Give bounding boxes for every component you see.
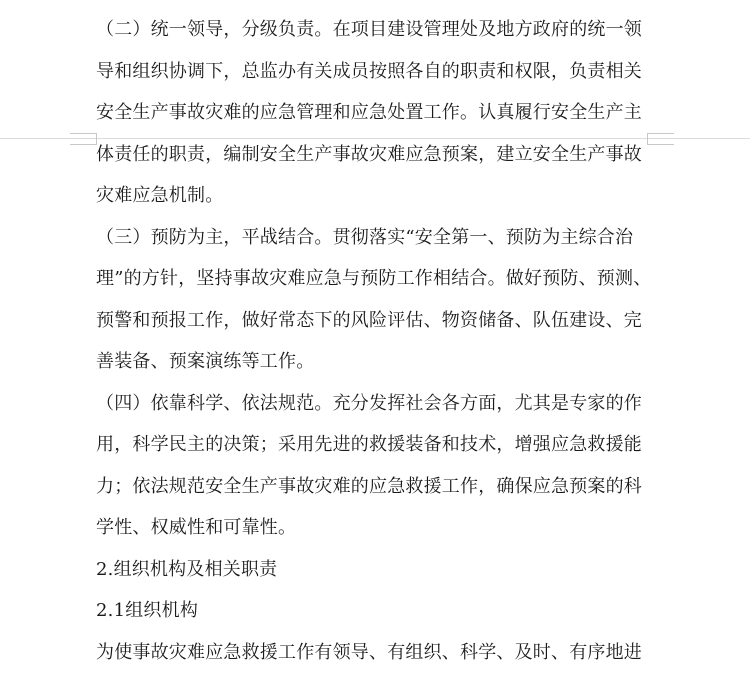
left-margin-marker	[70, 133, 97, 145]
paragraph-4-line-1: （四）依靠科学、依法规范。充分发挥社会各方面，尤其是专家的作	[96, 392, 642, 414]
paragraph-4-line-3: 力；依法规范安全生产事故灾难的应急救援工作，确保应急预案的科	[96, 475, 642, 497]
paragraph-3-line-2: 理”的方针，坚持事故灾难应急与预防工作相结合。做好预防、预测、	[96, 268, 652, 289]
paragraph-3-line-4: 善装备、预案演练等工作。	[96, 351, 315, 372]
heading-organization: 2.组织机构及相关职责	[96, 558, 278, 580]
document-body	[96, 12, 656, 676]
paragraph-2-line-1: （二）统一领导，分级负责。在项目建设管理处及地方政府的统一领	[96, 19, 642, 40]
paragraph-3-line-1: （三）预防为主，平战结合。贯彻落实“安全第一、预防为主综合治	[96, 226, 634, 248]
paragraph-2-line-3: 安全生产事故灾难的应急管理和应急处置工作。认真履行安全生产主	[96, 102, 642, 123]
paragraph-3-line-3: 预警和预报工作，做好常态下的风险评估、物资储备、队伍建设、完	[96, 309, 642, 331]
paragraph-2-line-4: 体责任的职责，编制安全生产事故灾难应急预案，建立安全生产事故	[96, 143, 642, 165]
paragraph-2-line-2: 导和组织协调下，总监办有关成员按照各自的职责和权限，负责相关	[96, 60, 642, 82]
paragraph-4-line-4: 学性、权威性和可靠性。	[96, 517, 297, 538]
subheading-organization-structure: 2.1组织机构	[96, 600, 199, 621]
paragraph-5-line-1: 为使事故灾难应急救援工作有领导、有组织、科学、及时、有序地进	[96, 641, 642, 663]
paragraph-2-line-5: 灾难应急机制。	[96, 185, 224, 206]
paragraph-4-line-2: 用，科学民主的决策；采用先进的救援装备和技术，增强应急救援能	[96, 434, 642, 455]
